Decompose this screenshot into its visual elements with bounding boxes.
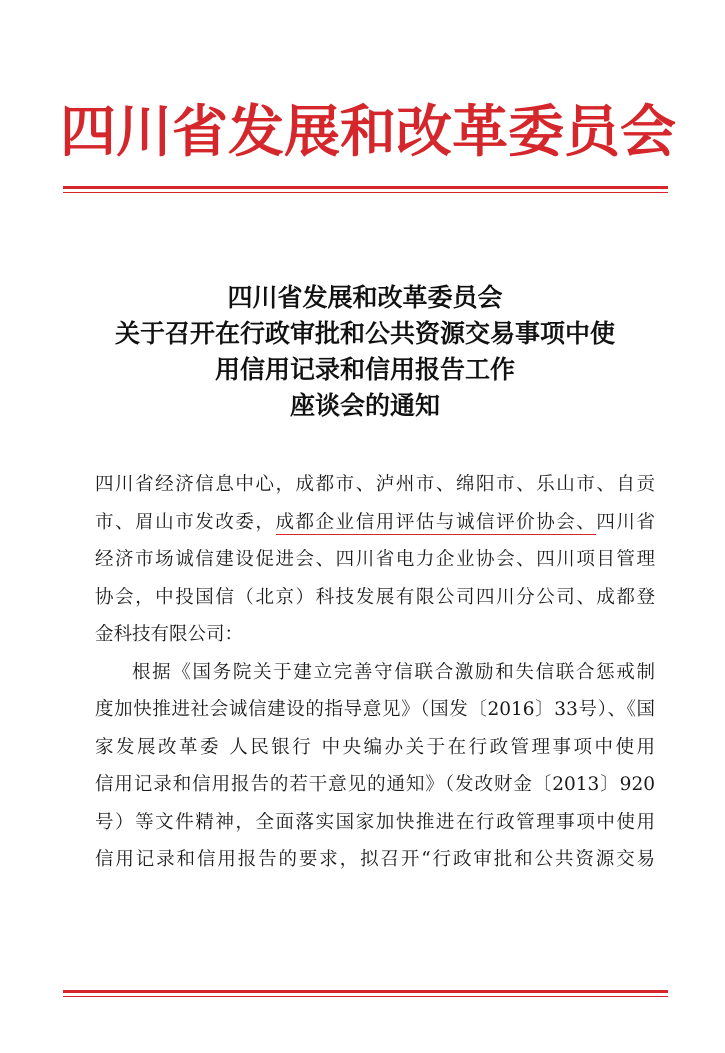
addressee-line: 经济市场诚信建设促进会、四川省电力企业协会、四川项目管理 (95, 549, 655, 570)
addressee-line (95, 504, 655, 542)
title-line: 关于召开在行政审批和公共资源交易事项中使 (114, 319, 615, 348)
title-line: 用信用记录和信用报告工作 (214, 355, 515, 384)
org-header: 四川省发展和改革委员会 (60, 99, 676, 165)
addressee-line: 四川省经济信息中心，成都市、泸州市、绵阳市、乐山市、自贡 (95, 474, 655, 495)
paragraph-line: 根据《国务院关于建立完善守信联合激励和失信联合惩戒制 (132, 661, 655, 683)
title-line: 座谈会的通知 (289, 391, 440, 420)
notice-body (95, 466, 655, 879)
notice-title (70, 280, 660, 424)
header-divider (63, 186, 668, 193)
paragraph-line: 信用记录和信用报告的要求，拟召开“行政审批和公共资源交易 (95, 849, 655, 870)
paragraph-line: 信用记录和信用报告的若干意见的通知》（发改财金〔2013〕920 (95, 774, 655, 795)
addressee-line: 协会，中投国信（北京）科技发展有限公司四川分公司、成都登 (95, 586, 655, 608)
footer-divider (63, 990, 668, 997)
underlined-addressee: 成都企业信用评估与诚信评价协会、 (275, 511, 597, 533)
paragraph-line: 家发展改革委 人民银行 中央编办关于在行政管理事项中使用 (95, 736, 655, 758)
addressee-line: 金科技有限公司： (95, 624, 244, 645)
paragraph-line: 度加快推进社会诚信建设的指导意见》（国发〔2016〕33号）、《国 (95, 699, 655, 720)
paragraph-line: 号）等文件精神，全面落实国家加快推进在行政管理事项中使用 (95, 811, 655, 833)
title-line: 四川省发展和改革委员会 (227, 283, 503, 312)
addressee-text: 市、眉山市发改委， (95, 511, 276, 533)
addressee-text: 四川省 (596, 511, 655, 533)
